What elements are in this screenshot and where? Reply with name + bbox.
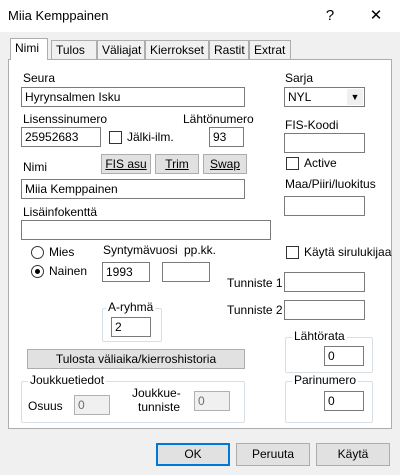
- lahtorata-group: [285, 329, 373, 373]
- seura-input[interactable]: Hyrynsalmen Isku: [21, 87, 245, 107]
- syntymavuosi-label: Syntymävuosi: [103, 243, 178, 257]
- nimi-input[interactable]: Miia Kemppainen: [21, 179, 245, 199]
- ok-button[interactable]: OK: [156, 443, 230, 466]
- joukkuetiedot-group: [21, 373, 245, 423]
- dialog-footer: [0, 437, 400, 475]
- syntymavuosi-input[interactable]: 1993: [102, 262, 150, 282]
- aryhma-label: A-ryhmä: [108, 300, 154, 314]
- maa-input[interactable]: [284, 196, 365, 216]
- kayta-button[interactable]: Käytä: [316, 443, 390, 466]
- joukkuetunniste-label-2: tunniste: [138, 400, 181, 414]
- close-button[interactable]: ✕: [369, 7, 383, 24]
- peruuta-button[interactable]: Peruuta: [236, 443, 310, 466]
- tunniste1-label: Tunniste 1: [227, 276, 283, 290]
- lisenssi-input[interactable]: 25952683: [21, 127, 101, 147]
- nainen-radio[interactable]: [31, 265, 44, 278]
- tab-rastit[interactable]: Rastit: [209, 40, 249, 59]
- swap-label: Swap: [209, 157, 241, 171]
- aryhma-group: [102, 300, 162, 342]
- tab-panel-nimi: [8, 59, 392, 429]
- fis-koodi-label: FIS-Koodi: [285, 118, 339, 132]
- parinumero-input[interactable]: 0: [324, 391, 364, 411]
- window-title: Miia Kemppainen: [8, 8, 109, 23]
- swap-button[interactable]: [203, 154, 247, 174]
- lahtonumero-input[interactable]: 93: [209, 127, 244, 147]
- kayta-sirulukijaa-label: Käytä sirulukijaa: [304, 245, 392, 259]
- tab-nimi[interactable]: Nimi: [10, 38, 48, 60]
- fis-asu-button[interactable]: [101, 154, 151, 174]
- fis-asu-label: FIS asu: [105, 157, 147, 171]
- sarja-select[interactable]: [284, 87, 365, 107]
- joukkuetunniste-input: 0: [194, 391, 230, 411]
- active-label: Active: [304, 156, 337, 170]
- lisenssi-label: Lisenssinumero: [23, 112, 108, 126]
- joukkuetiedot-label: Joukkuetiedot: [30, 373, 105, 387]
- trim-label: Trim: [165, 157, 189, 171]
- tab-extrat[interactable]: Extrat: [249, 40, 291, 59]
- lisainfo-label: Lisäinfokenttä: [23, 205, 98, 219]
- sarja-value: NYL: [288, 90, 312, 104]
- seura-label: Seura: [23, 71, 56, 85]
- lahtorata-label: Lähtörata: [294, 329, 345, 343]
- osuus-label: Osuus: [28, 399, 63, 413]
- trim-button[interactable]: [155, 154, 199, 174]
- tab-valiajat[interactable]: Väliajat: [97, 40, 145, 59]
- active-checkbox[interactable]: [286, 157, 299, 170]
- tulosta-historia-button[interactable]: Tulosta väliaika/kierroshistoria: [27, 349, 245, 369]
- aryhma-input[interactable]: 2: [111, 317, 151, 337]
- jalki-ilm-checkbox[interactable]: [109, 131, 122, 144]
- ppkk-input[interactable]: [162, 262, 210, 282]
- parinumero-group: [285, 373, 373, 423]
- joukkuetunniste-label-1: Joukkue-: [132, 386, 181, 400]
- mies-label: Mies: [49, 245, 75, 259]
- osuus-input: 0: [74, 395, 110, 415]
- lisainfo-input[interactable]: [21, 220, 271, 240]
- tunniste2-label: Tunniste 2: [227, 303, 283, 317]
- nainen-label: Nainen: [49, 264, 88, 278]
- mies-radio[interactable]: [31, 246, 44, 259]
- fis-koodi-input[interactable]: [284, 133, 365, 153]
- kayta-sirulukijaa-checkbox[interactable]: [286, 246, 299, 259]
- tunniste2-input[interactable]: [284, 300, 365, 320]
- lahtonumero-label: Lähtönumero: [183, 112, 254, 126]
- lahtorata-input[interactable]: 0: [324, 346, 364, 366]
- sarja-label: Sarja: [285, 71, 314, 85]
- tab-kierrokset[interactable]: Kierrokset: [145, 40, 209, 59]
- title-bar: [0, 0, 400, 32]
- nimi-label: Nimi: [23, 160, 47, 174]
- ppkk-label: pp.kk.: [184, 243, 217, 257]
- parinumero-label: Parinumero: [294, 373, 357, 387]
- chevron-down-icon[interactable]: ▼: [347, 89, 363, 105]
- tab-tulos[interactable]: Tulos: [51, 40, 97, 59]
- tunniste1-input[interactable]: [284, 272, 365, 292]
- help-button[interactable]: ?: [325, 7, 335, 24]
- maa-label: Maa/Piiri/luokitus: [285, 177, 376, 191]
- jalki-ilm-label: Jälki-ilm.: [127, 130, 174, 144]
